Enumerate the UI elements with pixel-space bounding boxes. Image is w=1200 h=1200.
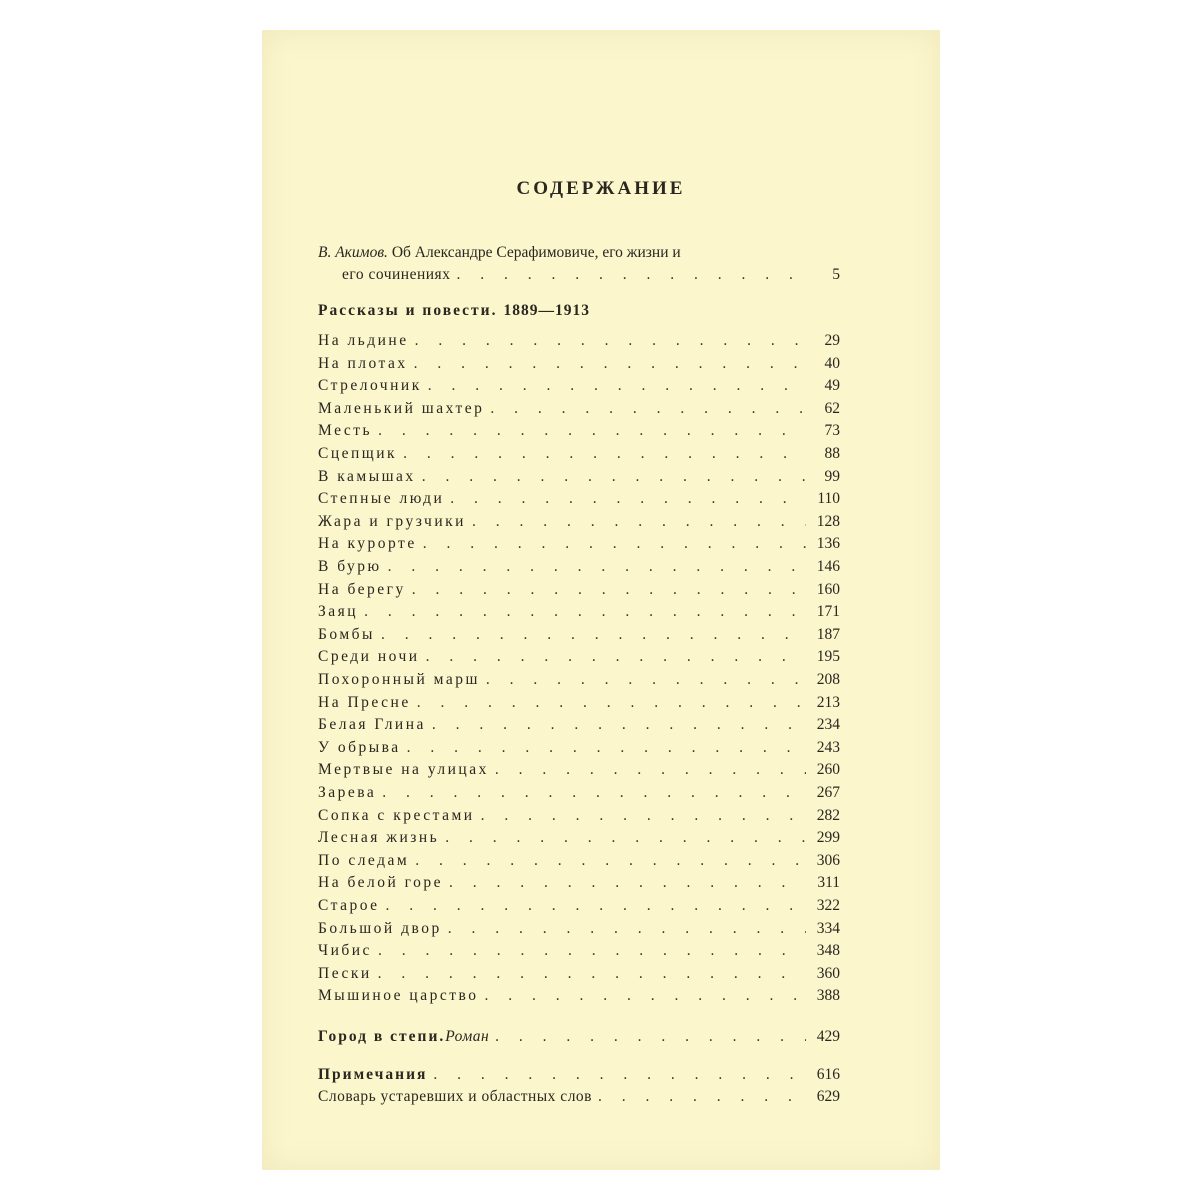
entry-title: На белой горе <box>318 874 444 892</box>
leader-dots <box>378 963 806 985</box>
entry-title <box>318 1026 489 1048</box>
toc-entry <box>318 759 840 781</box>
toc-entry <box>318 375 840 397</box>
page-number: 29 <box>824 332 840 349</box>
page-heading: СОДЕРЖАНИЕ <box>516 178 686 199</box>
toc-entry <box>318 466 840 488</box>
toc-entry <box>318 963 840 985</box>
entry-title: В бурю <box>318 558 382 575</box>
leader-dots <box>381 624 806 646</box>
page-number: 282 <box>816 806 840 824</box>
intro-title-line2: его сочинениях <box>342 266 451 283</box>
leader-dots <box>449 872 806 894</box>
leader-dots <box>486 669 806 691</box>
page-number: 99 <box>824 467 840 485</box>
leader-dots <box>445 827 806 849</box>
leader-dots <box>423 533 806 555</box>
page-number: 110 <box>817 490 840 508</box>
leader-dots <box>448 918 806 940</box>
entry-title: Сцепщик <box>318 445 398 462</box>
page-number: 260 <box>816 761 840 779</box>
leader-dots <box>456 264 806 286</box>
page-number: 299 <box>816 829 840 847</box>
entry-title: Белая Глина <box>318 716 426 734</box>
toc-entry <box>318 940 840 962</box>
toc-entry <box>318 353 840 375</box>
entry-title: Примечания <box>318 1066 428 1083</box>
toc-entry <box>318 624 840 646</box>
novel-subtitle: Роман <box>445 1028 490 1045</box>
notes-entry <box>318 1064 840 1086</box>
page-number: 616 <box>816 1066 840 1083</box>
page-number: 187 <box>816 625 840 643</box>
entry-title: По следам <box>318 851 410 869</box>
glossary-entry <box>318 1086 840 1108</box>
page-number: 195 <box>816 648 840 666</box>
entry-title: Заяц <box>318 603 359 621</box>
leader-dots <box>388 556 806 578</box>
leader-dots <box>415 850 806 872</box>
intro-author: В. Акимов. <box>318 244 388 261</box>
leader-dots <box>490 398 806 420</box>
leader-dots <box>364 601 806 623</box>
toc-entry <box>318 420 840 442</box>
toc-entry <box>318 488 840 510</box>
leader-dots <box>495 1026 806 1048</box>
page-number: 49 <box>824 377 840 395</box>
entry-title: Бомбы <box>318 625 375 643</box>
page-number: 73 <box>824 422 840 440</box>
entry-title: Пески <box>318 964 372 982</box>
leader-dots <box>422 466 806 488</box>
toc-entry <box>318 330 840 352</box>
entry-title: У обрыва <box>318 738 401 756</box>
entry-title: Мертвые на улицах <box>318 761 489 779</box>
page-number: 360 <box>816 964 840 982</box>
leader-dots <box>407 737 806 759</box>
leader-dots <box>378 940 806 962</box>
page-number: 322 <box>816 897 840 914</box>
toc-entry <box>318 850 840 872</box>
leader-dots <box>450 488 806 510</box>
page-number: 40 <box>824 354 840 372</box>
toc-entry <box>318 872 840 894</box>
toc-entry <box>318 646 840 668</box>
section-years: 1889—1913 <box>503 302 590 319</box>
page-number: 160 <box>816 580 840 598</box>
page-number: 136 <box>816 535 840 553</box>
toc-entry <box>318 398 840 420</box>
page-number: 311 <box>817 874 840 892</box>
novel-entry <box>318 1026 840 1048</box>
leader-dots <box>433 1064 806 1086</box>
page-number: 243 <box>816 738 840 756</box>
entry-title: На берегу <box>318 580 406 598</box>
entry-title: На Пресне <box>318 693 411 711</box>
page-number: 429 <box>816 1028 840 1045</box>
section-title: Рассказы и повести. <box>318 302 498 319</box>
novel-title: Город в степи. <box>318 1028 446 1045</box>
page-number: 5 <box>832 266 840 283</box>
intro-entry-line1 <box>318 242 840 264</box>
toc-entry <box>318 669 840 691</box>
intro-title-line1: Об Александре Серафимовиче, его жизни и <box>391 244 681 261</box>
page-number: 234 <box>816 716 840 734</box>
entry-title: Лесная жизнь <box>318 829 440 847</box>
toc-entry <box>318 601 840 623</box>
entry-title: Зарева <box>318 784 377 801</box>
page-number: 88 <box>824 445 840 462</box>
toc-entry <box>318 737 840 759</box>
leader-dots <box>414 353 806 375</box>
page-number: 334 <box>816 919 840 937</box>
page-number: 213 <box>816 693 840 711</box>
leader-dots <box>412 579 806 601</box>
toc-entry <box>318 985 840 1007</box>
leader-dots <box>378 420 806 442</box>
intro-entry-line2 <box>342 264 840 286</box>
leader-dots <box>472 511 806 533</box>
entry-title: На льдине <box>318 332 409 349</box>
entry-title: Чибис <box>318 942 372 960</box>
toc-entry <box>318 782 840 804</box>
leader-dots <box>481 805 806 827</box>
page-number: 348 <box>816 942 840 960</box>
toc-entry <box>318 827 840 849</box>
page-number: 629 <box>816 1088 840 1105</box>
toc-entry <box>318 714 840 736</box>
leader-dots <box>484 985 806 1007</box>
entry-title: На курорте <box>318 535 417 553</box>
entry-title: Стрелочник <box>318 377 422 395</box>
entry-title: Степные люди <box>318 490 445 508</box>
entry-title: Похоронный марш <box>318 671 480 688</box>
entry-title: Месть <box>318 422 373 440</box>
entry-title: Большой двор <box>318 919 442 937</box>
entry-title: Жара и грузчики <box>318 512 466 530</box>
entry-title: В камышах <box>318 467 416 485</box>
page-number: 171 <box>816 603 840 621</box>
page-number: 62 <box>824 399 840 417</box>
toc-entry <box>318 443 840 465</box>
leader-dots <box>432 714 806 736</box>
page-number: 306 <box>816 851 840 869</box>
entry-title: Маленький шахтер <box>318 399 485 417</box>
leader-dots <box>428 375 806 397</box>
toc-entry <box>318 511 840 533</box>
toc-entry <box>318 579 840 601</box>
leader-dots <box>495 759 806 781</box>
page-number: 388 <box>816 987 840 1005</box>
entry-title: Среди ночи <box>318 648 420 666</box>
entry-title: Старое <box>318 897 380 914</box>
page-number: 267 <box>816 784 840 801</box>
leader-dots <box>598 1086 806 1108</box>
leader-dots <box>417 692 806 714</box>
entry-title: Мышиное царство <box>318 987 479 1005</box>
page-number: 208 <box>816 671 840 688</box>
toc-entry <box>318 556 840 578</box>
book-page <box>262 30 940 1170</box>
leader-dots <box>426 646 806 668</box>
entry-title: Сопка с крестами <box>318 806 475 824</box>
leader-dots <box>386 895 806 917</box>
toc-entry <box>318 918 840 940</box>
toc-entry <box>318 533 840 555</box>
entry-title: Словарь устаревших и областных слов <box>318 1088 592 1105</box>
leader-dots <box>403 443 806 465</box>
toc-entry <box>318 895 840 917</box>
toc-entry <box>318 805 840 827</box>
page-number: 146 <box>816 558 840 575</box>
leader-dots <box>382 782 806 804</box>
leader-dots <box>415 330 806 352</box>
page-number: 128 <box>816 512 840 530</box>
toc-entry <box>318 692 840 714</box>
section-heading <box>318 302 590 320</box>
entry-title: На плотах <box>318 354 408 372</box>
